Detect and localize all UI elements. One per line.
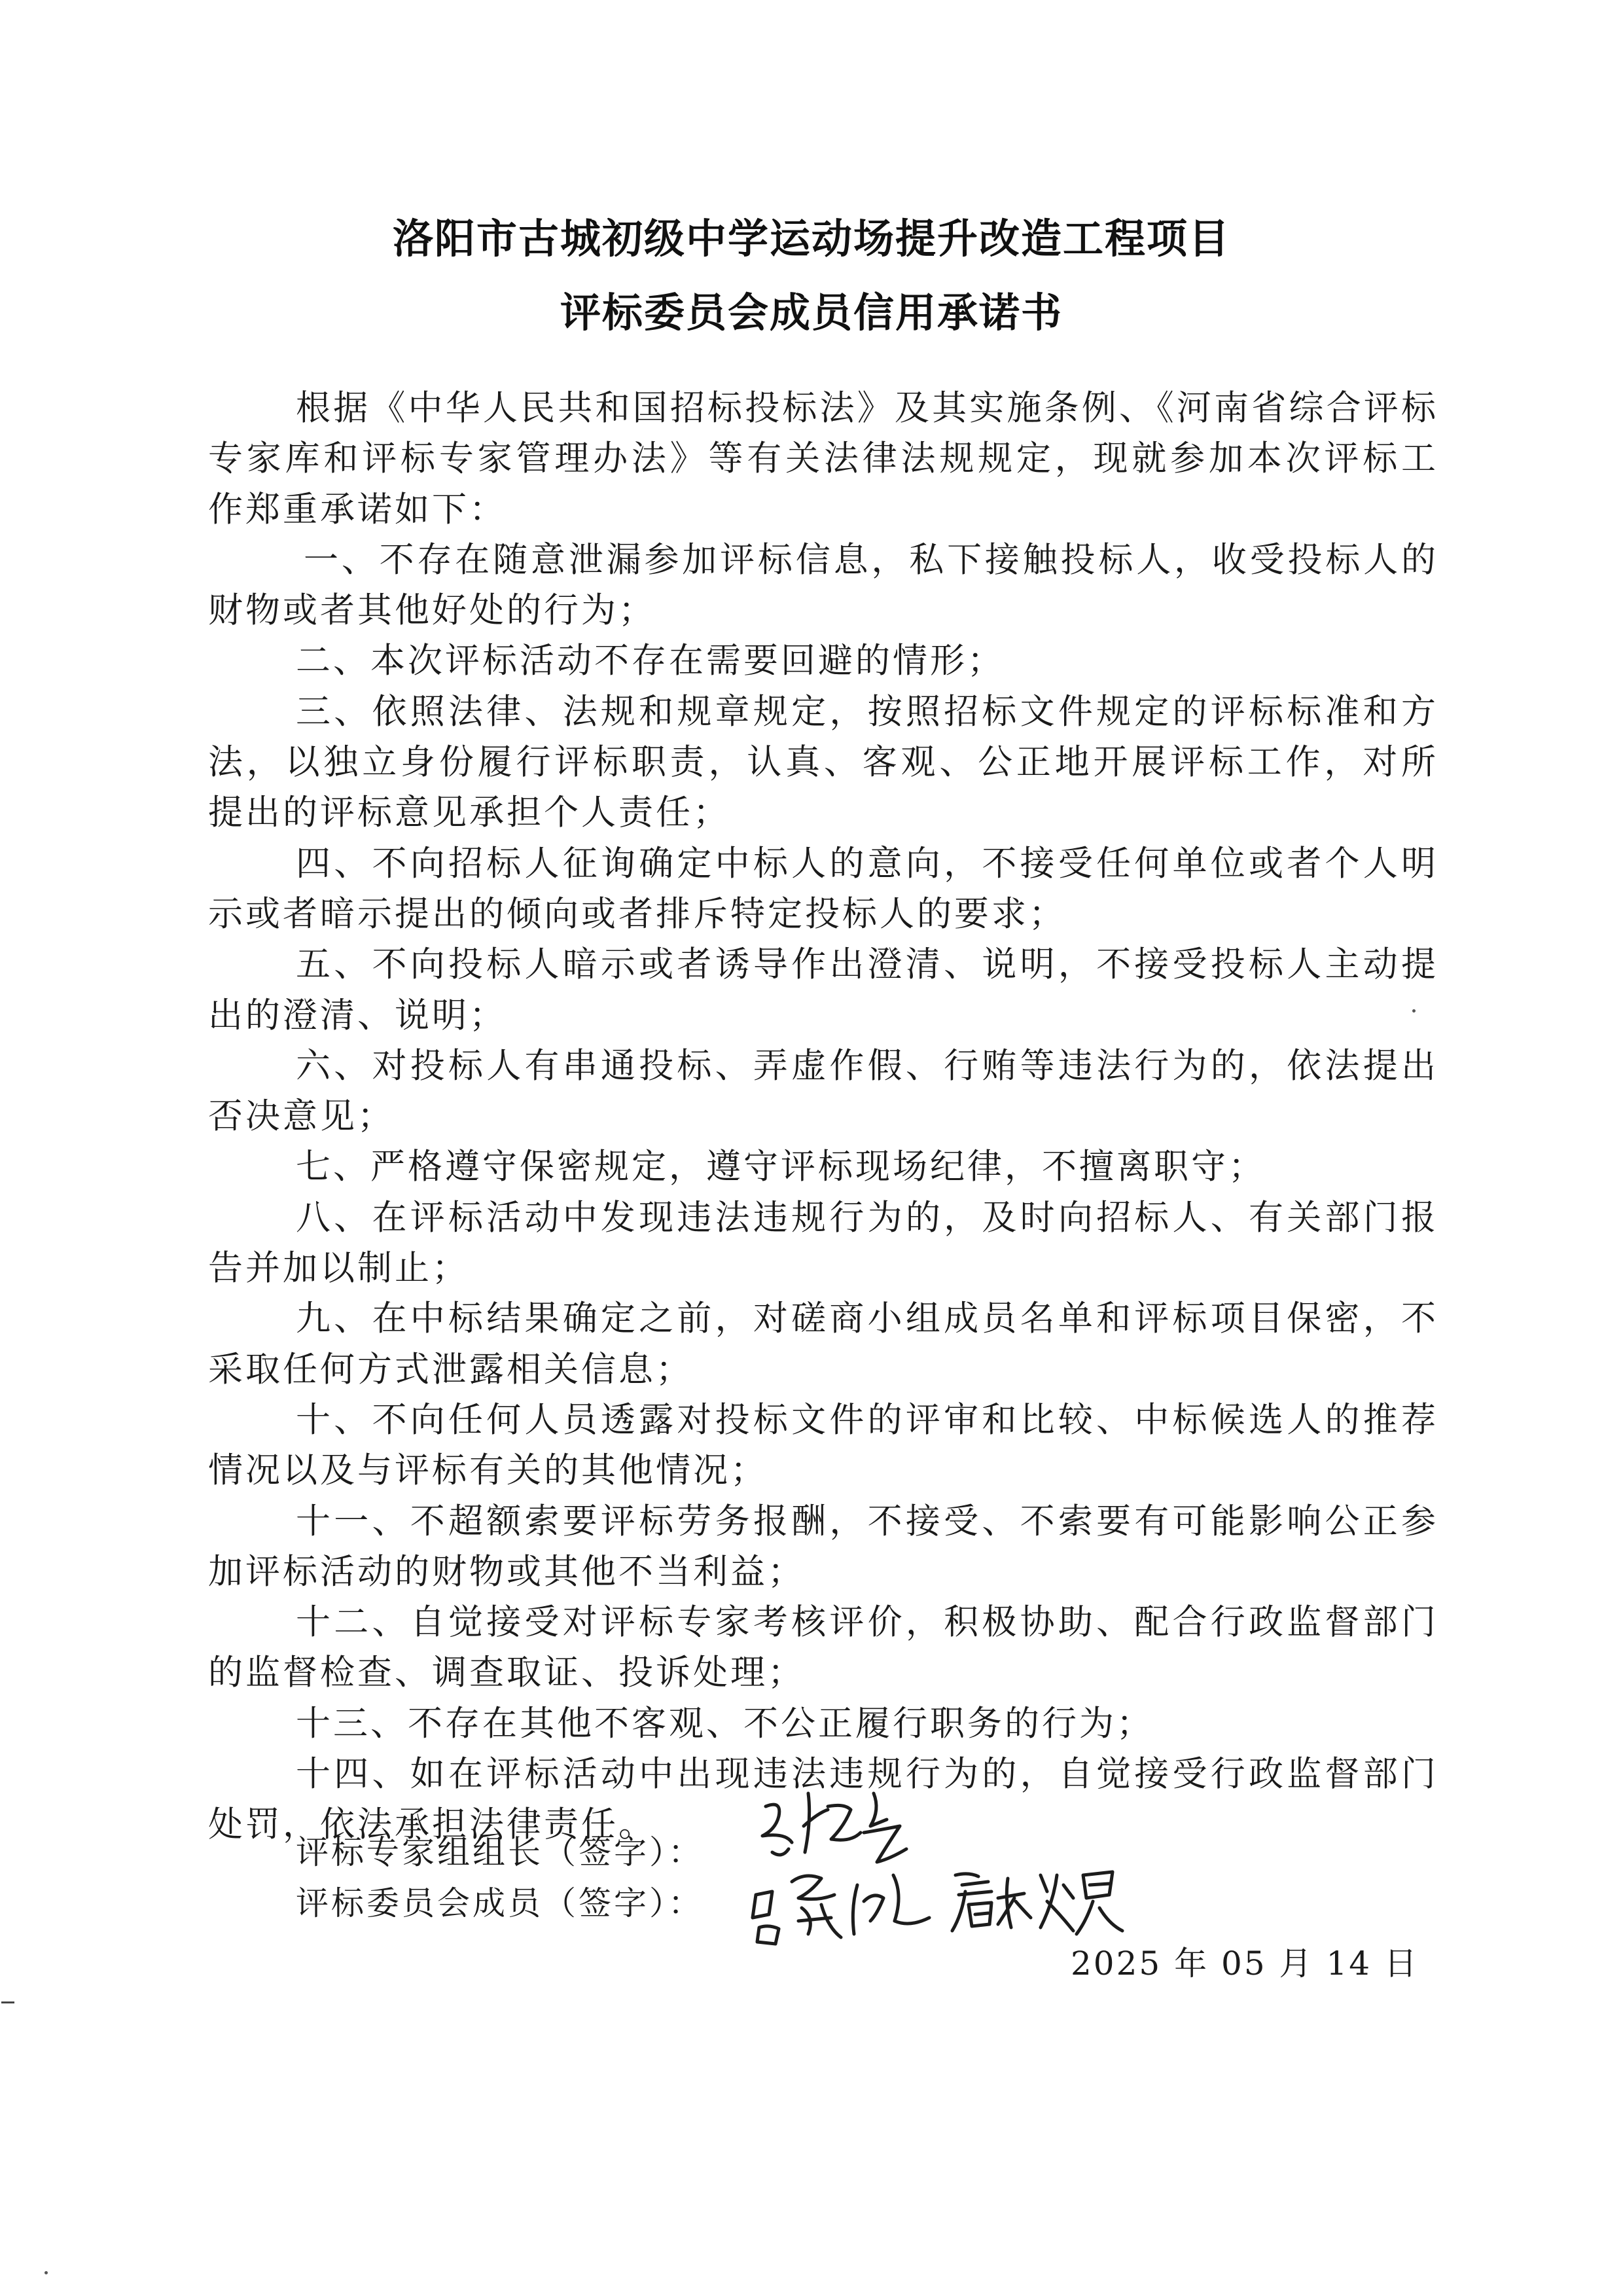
- commitment-item-3: 三、依照法律、法规和规章规定，按照招标文件规定的评标标准和方法，以独立身份履行评标职责，认真、客观、公正地开展评标工作，对所提出的评标意见承担个人责任；: [208, 691, 1438, 833]
- signing-date: 2025 年 05 月 14 日: [1071, 1945, 1419, 1982]
- commitment-item-7: 七、严格遵守保密规定，遵守评标现场纪律，不擅离职守；: [296, 1147, 1266, 1187]
- commitment-item-11: 十一、不超额索要评标劳务报酬，不接受、不索要有可能影响公正参加评标活动的财物或其他不当利益；: [208, 1501, 1438, 1592]
- intro-paragraph: 根据《中华人民共和国招标投标法》及其实施条例、《河南省综合评标专家库和评标专家管理办法》等有关法律法规规定，现就参加本次评标工作郑重承诺如下：: [208, 388, 1438, 529]
- member-signature-label: 评标委员会成员（签字）：: [296, 1884, 704, 1922]
- commitment-item-5: 五、不向投标人暗示或者诱导作出澄清、说明，不接受投标人主动提出的澄清、说明；: [208, 944, 1438, 1035]
- scan-artifact-dot: [45, 2271, 48, 2274]
- leader-signature-label: 评标专家组组长（签字）：: [296, 1833, 704, 1871]
- commitment-item-1: 一、不存在随意泄漏参加评标信息，私下接触投标人，收受投标人的财物或者其他好处的行为；: [208, 539, 1438, 631]
- commitment-item-10: 十、不向任何人员透露对投标文件的评审和比较、中标候选人的推荐情况以及与评标有关的其他情况；: [208, 1399, 1438, 1491]
- document-title-line2: 评标委员会成员信用承诺书: [560, 289, 1063, 336]
- commitment-item-4: 四、不向招标人征询确定中标人的意向，不接受任何单位或者个人明示或者暗示提出的倾向或者排斥特定投标人的要求；: [208, 843, 1438, 934]
- scan-artifact-mark: [1, 2001, 14, 2003]
- commitment-item-14: 十四、如在评标活动中出现违法违规行为的，自觉接受行政监督部门处罚，依法承担法律责任。: [208, 1754, 1438, 1845]
- commitment-item-12: 十二、自觉接受对评标专家考核评价，积极协助、配合行政监督部门的监督检查、调查取证、投诉处理；: [208, 1602, 1438, 1693]
- commitment-item-6: 六、对投标人有串通投标、弄虚作假、行贿等违法行为的，依法提出否决意见；: [208, 1045, 1438, 1137]
- commitment-item-2: 二、本次评标活动不存在需要回避的情形；: [296, 641, 1005, 681]
- document-body: [208, 383, 1438, 1850]
- commitment-item-13: 十三、不存在其他不客观、不公正履行职务的行为；: [296, 1703, 1154, 1744]
- commitment-item-9: 九、在中标结果确定之前，对磋商小组成员名单和评标项目保密，不采取任何方式泄露相关信息；: [208, 1299, 1438, 1390]
- document-title-line1: 洛阳市古城初级中学运动场提升改造工程项目: [392, 215, 1230, 262]
- scan-artifact-dot: [1412, 1009, 1416, 1013]
- member-handwritten-signature-2: [942, 1862, 1126, 1941]
- commitment-item-8: 八、在评标活动中发现违法违规行为的，及时向招标人、有关部门报告并加以制止；: [208, 1197, 1438, 1289]
- member-handwritten-signature-1: [743, 1856, 939, 1947]
